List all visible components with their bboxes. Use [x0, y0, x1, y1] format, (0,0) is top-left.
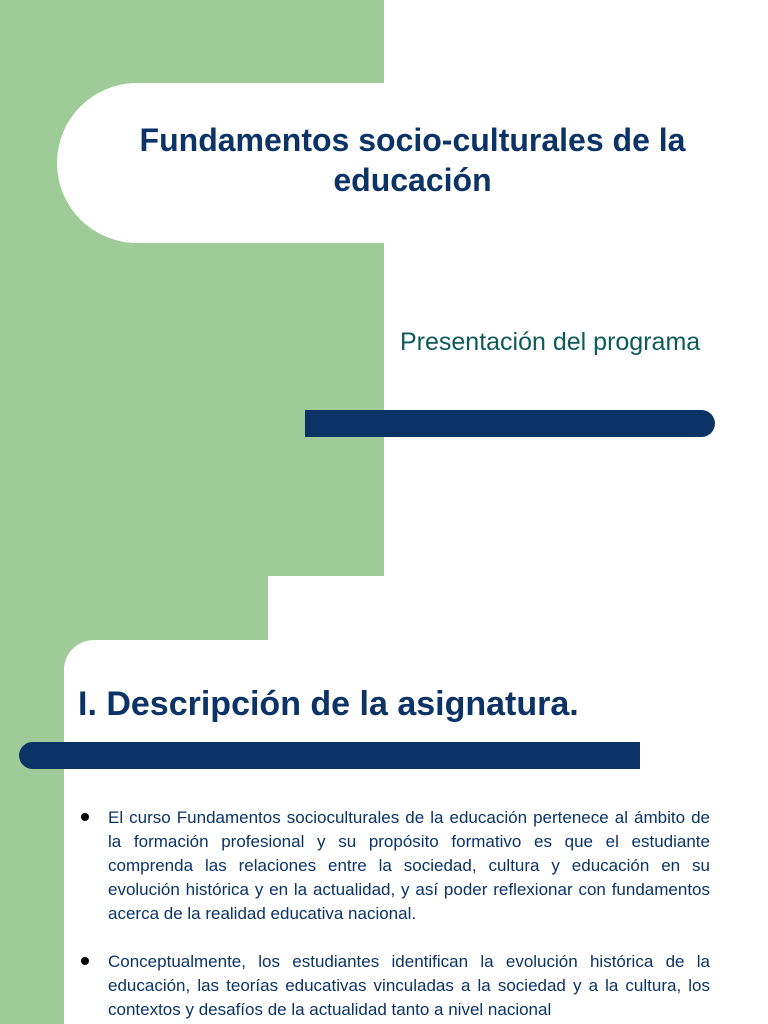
bullet-icon	[81, 957, 89, 965]
bullet-text: El curso Fundamentos socioculturales de la educación pertenece al ámbito de la formación profesional y su propósito formativo es que el estudiante comprenda las relaciones entre la sociedad, cultura y educación en su evolución histórica y en la actualidad, y así poder reflexionar con fundamentos acerca de la realidad educativa nacional.	[108, 808, 710, 923]
bullet-list	[78, 806, 710, 1024]
list-item	[78, 806, 710, 926]
slide-title: Fundamentos socio-culturales de la educación	[139, 122, 686, 198]
bullet-icon	[81, 813, 89, 821]
content-slide	[0, 576, 768, 1024]
section-heading: I. Descripción de la asignatura.	[78, 685, 579, 723]
decorative-bar	[305, 410, 715, 437]
bullet-text: Conceptualmente, los estudiantes identifican la evolución histórica de la educación, las teorías educativas vinculadas a la sociedad y a la cultura, los contextos y desafíos de la actualidad tanto a nivel nacional	[108, 952, 710, 1019]
slide-subtitle: Presentación del programa	[400, 328, 701, 356]
decorative-bar	[19, 742, 640, 769]
list-item	[78, 950, 710, 1022]
